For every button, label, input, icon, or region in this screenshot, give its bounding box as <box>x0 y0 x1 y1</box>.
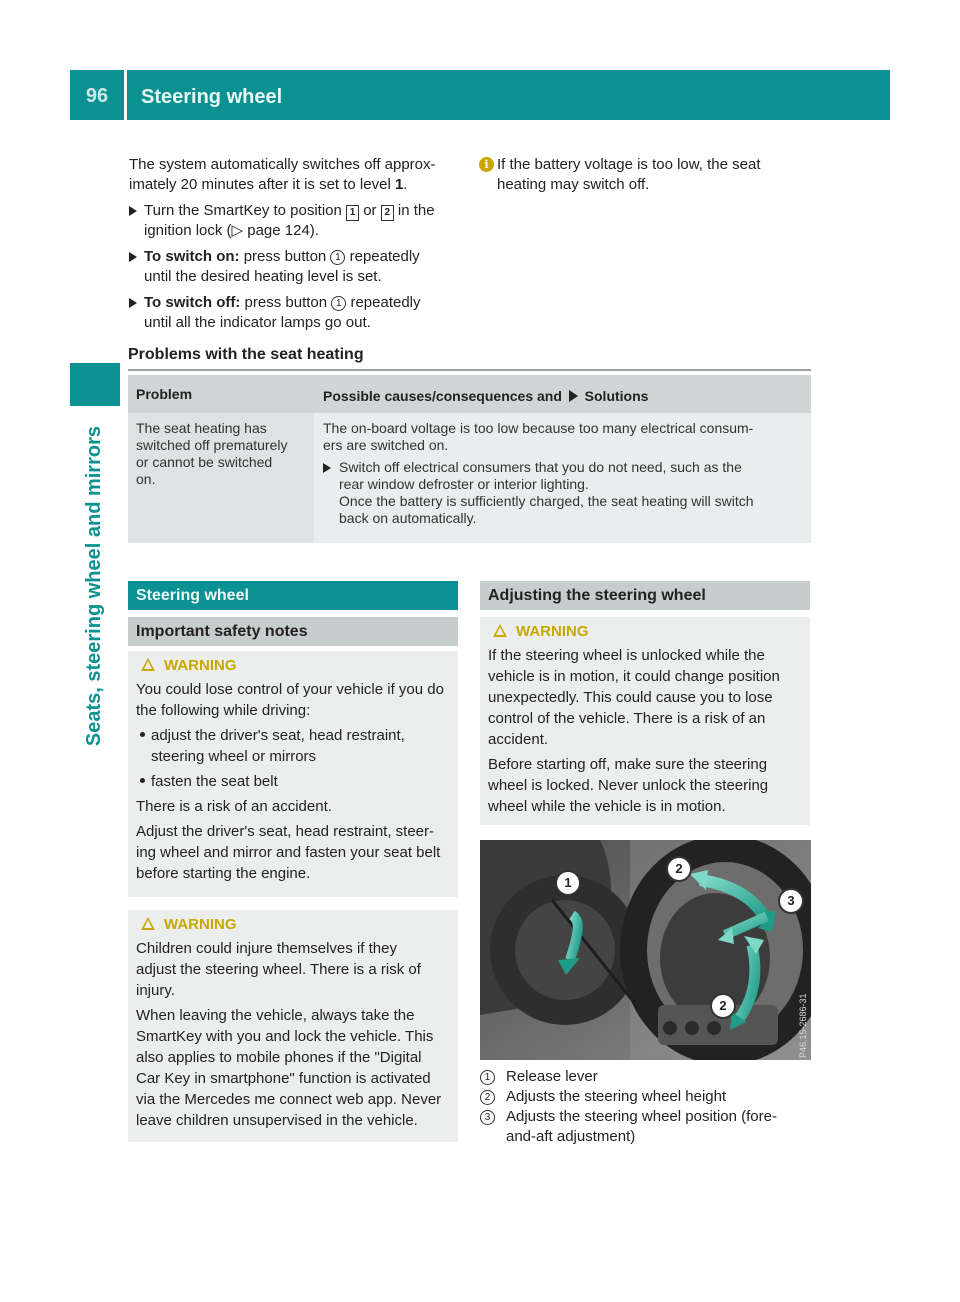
image-callout-1: 1 <box>555 870 581 896</box>
callout-1-icon: 1 <box>331 296 346 311</box>
problems-heading: Problems with the seat heating <box>128 346 364 363</box>
subsection-header-safety-notes: Important safety notes <box>128 617 458 646</box>
warning-text: Children could injure themselves if they adjust the steering wheel. There is a risk of injury. When leaving the vehicle, always take the SmartKey with you and lock the vehicle. This also applies to mobile phones if the "Digital Car Key in smartphone" function is activated via the Mercedes me connect web app. Never leave children unsupervised in the vehicle. <box>136 940 442 1129</box>
warning-box-driving <box>128 651 458 897</box>
warning-triangle-icon <box>141 917 155 930</box>
image-callout-2-bottom: 2 <box>710 993 736 1019</box>
callout-icon: 2 <box>480 1090 495 1105</box>
page-title: Steering wheel <box>141 86 283 108</box>
warning-triangle-icon <box>141 658 155 671</box>
page-number: 96 <box>85 85 109 107</box>
step-arrow-icon <box>129 298 137 308</box>
solution-step: Switch off electrical consumers that you do not need, such as the rear window defroster or interior lighting. Once the battery is sufficiently charged, the seat heating will switch back on automatically. <box>323 459 807 527</box>
problem-text: The seat heating has switched off prematurely or cannot be switched on. <box>136 420 288 487</box>
image-callout-3: 3 <box>778 888 804 914</box>
warning-triangle-icon <box>493 624 507 637</box>
heading-rule <box>128 369 811 371</box>
chapter-tab-marker <box>70 363 120 406</box>
info-note: i If the battery voltage is too low, the seat heating may switch off. <box>480 155 810 195</box>
steering-wheel-illustration <box>480 840 811 1060</box>
info-icon: i <box>479 157 494 172</box>
warning-bullet: fasten the seat belt <box>136 771 452 792</box>
callout-icon: 3 <box>480 1110 495 1125</box>
step-arrow-icon <box>323 463 331 473</box>
warning-text: If the steering wheel is unlocked while the vehicle is in motion, it could change position unexpectedly. This could cause you to lose control of the vehicle. There is a risk of an accident. Before starting off, make sure the steering wheel is locked. Never unlock the steering wheel while the vehicle is in motion. <box>488 647 780 815</box>
solution-text: The on-board voltage is too low because too many electrical consum- ers are switched on. Switch off electrical consumers that you do not need, such as the rear window defroster or interior lighting. Once the battery is sufficiently charged, the seat heating will switch back on automatically. <box>323 420 807 527</box>
warning-text: You could lose control of your vehicle if you do the following while driving: adjust the driver's seat, head restraint, steering wheel or mirrors fasten the seat belt There is a risk of an accident. Adjust the driver's seat, head restraint, steer- ing wheel and mirror and fasten your seat belt before starting the engine. <box>136 679 452 884</box>
steering-wheel-photo <box>480 840 811 1060</box>
step-switch-off: To switch off: press button 1 repeatedly until all the indicator lamps go out. <box>129 293 464 333</box>
section-header-steering-wheel: Steering wheel <box>128 581 458 610</box>
intro-text <box>129 155 464 333</box>
step-arrow-icon <box>129 252 137 262</box>
key-position-1-icon: 1 <box>346 205 359 221</box>
image-reference-code: P46.15-2686-31 <box>798 993 808 1058</box>
intro-line-2: imately 20 minutes after it is set to level 1. <box>129 176 408 193</box>
header-divider <box>124 70 127 120</box>
column-header-problem: Problem <box>136 386 193 402</box>
illustration-legend <box>480 1067 810 1147</box>
legend-item: 2 Adjusts the steering wheel height <box>480 1087 810 1107</box>
section-header-adjusting: Adjusting the steering wheel <box>480 581 810 610</box>
key-position-2-icon: 2 <box>381 205 394 221</box>
step-arrow-icon <box>129 206 137 216</box>
step-turn-key: Turn the SmartKey to position 1 or 2 in the ignition lock (▷ page 124). <box>129 201 464 241</box>
legend-item: 1 Release lever <box>480 1067 810 1087</box>
image-callout-2-top: 2 <box>666 856 692 882</box>
warning-title: WARNING <box>488 623 808 640</box>
problems-table <box>128 375 811 543</box>
warning-title: WARNING <box>136 657 452 674</box>
arrow-icon <box>569 390 578 402</box>
warning-box-children <box>128 910 458 1142</box>
warning-bullet: adjust the driver's seat, head restraint, steering wheel or mirrors <box>136 725 452 767</box>
warning-box-steering-lock <box>480 617 810 825</box>
callout-icon: 1 <box>480 1070 495 1085</box>
callout-1-icon: 1 <box>330 250 345 265</box>
chapter-side-label: Seats, steering wheel and mirrors <box>83 426 105 747</box>
intro-line-1: The system automatically switches off approx- <box>129 156 436 173</box>
step-switch-on: To switch on: press button 1 repeatedly until the desired heating level is set. <box>129 247 464 287</box>
column-header-solutions: Possible causes/consequences and Solutions <box>323 388 649 404</box>
warning-title: WARNING <box>136 916 452 933</box>
legend-item: 3 Adjusts the steering wheel position (fore- and-aft adjustment) <box>480 1107 810 1147</box>
